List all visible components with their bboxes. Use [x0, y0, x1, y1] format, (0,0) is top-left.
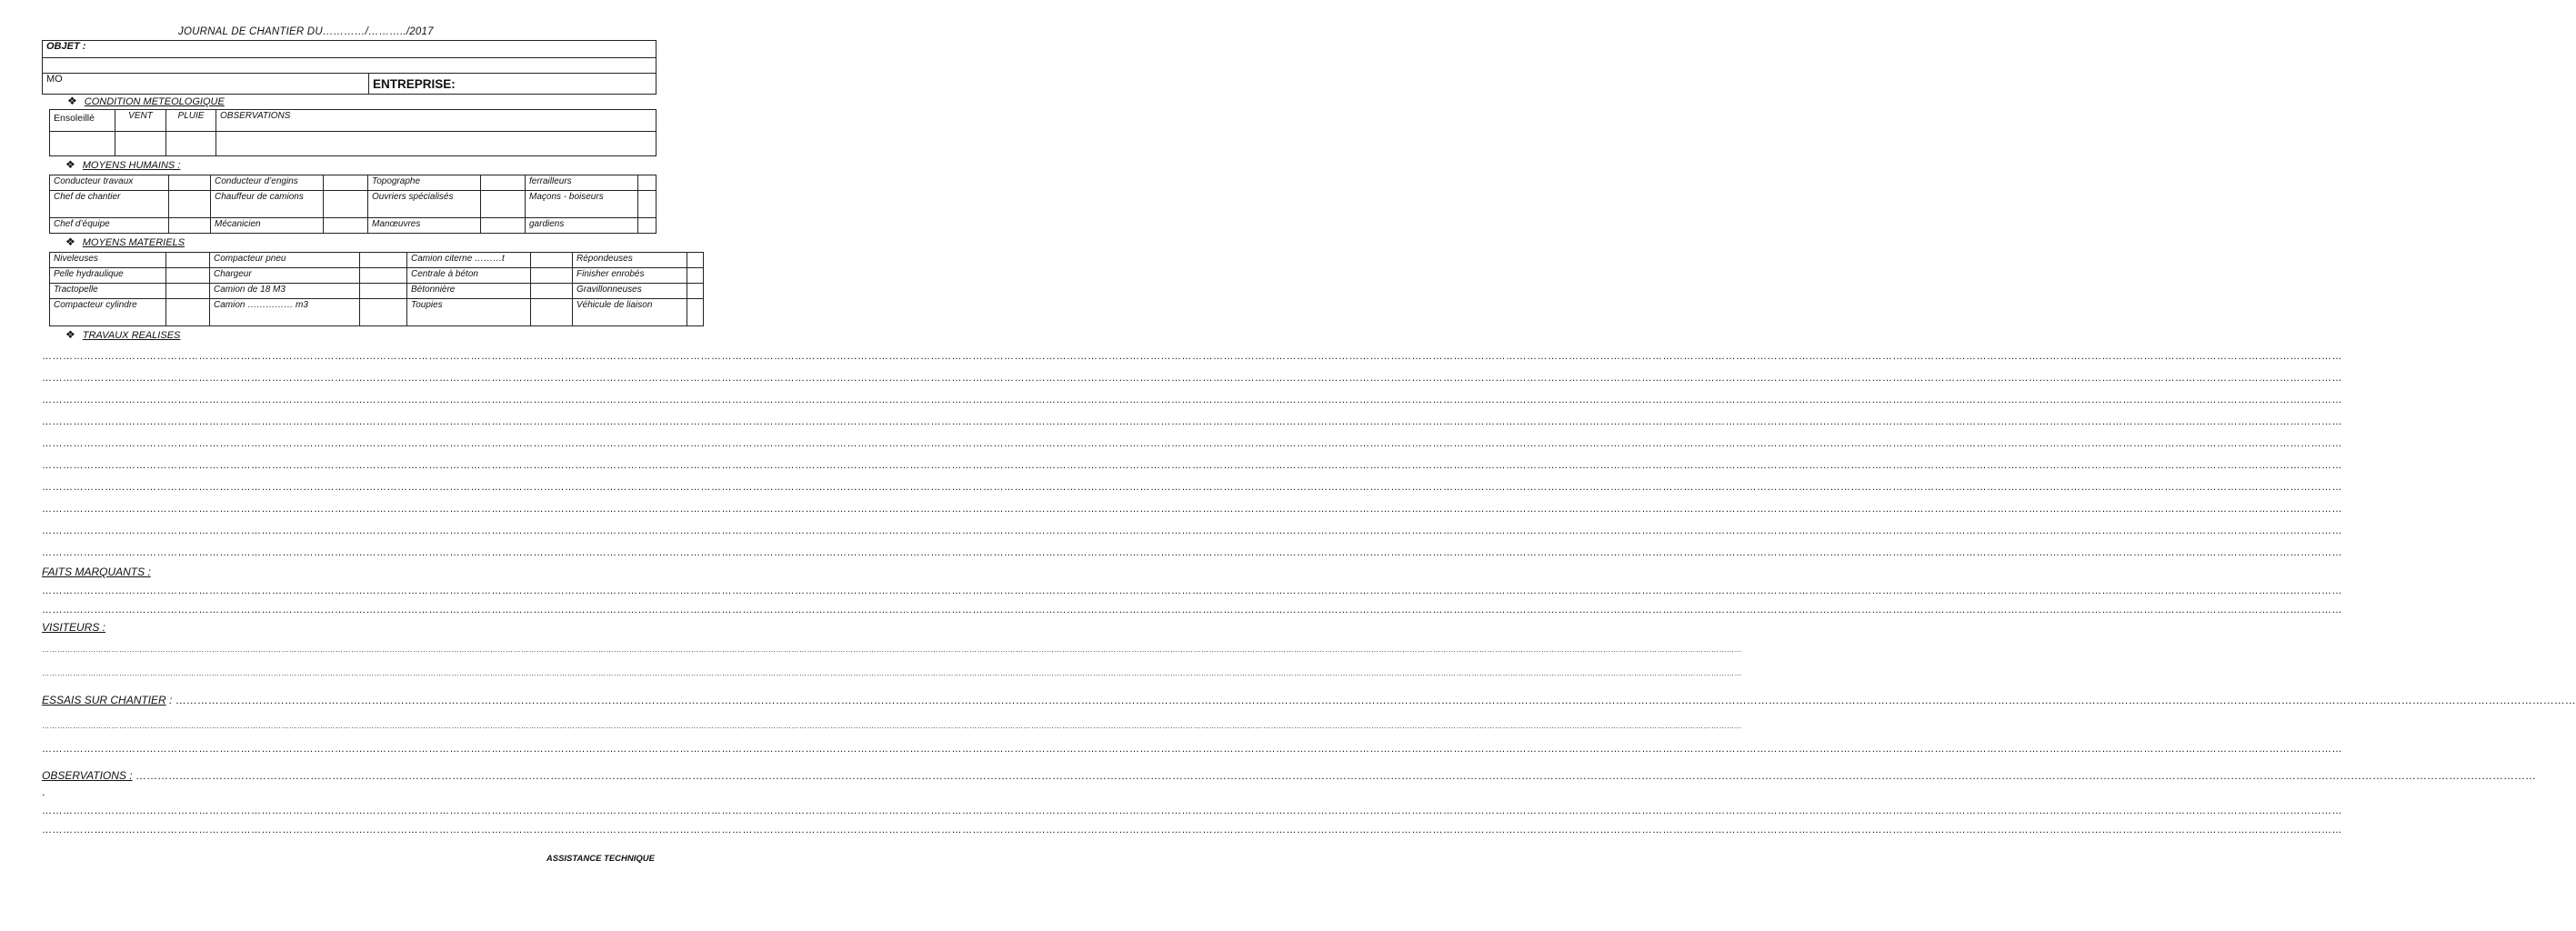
humains-label: Mécanicien	[211, 218, 324, 234]
materiels-label: Niveleuses	[50, 253, 166, 268]
humains-label: Maçons - boiseurs	[526, 191, 638, 218]
travaux-line[interactable]: …………………………………………………………………………………………………………………………………………………………………………………………………………………………………………………………………………………………………………………………………………………………………………………………………………………………………………………………………………………………………………………………………………………………………………………………………………	[42, 438, 2342, 449]
observations-line[interactable]: …………………………………………………………………………………………………………………………………………………………………………………………………………………………………………………………………………………………………………………………………………………………………………………………………………………………………………………………………………………………………………………………………………………………………………………………………………	[42, 825, 2342, 836]
section-humains-title: ❖ MOYENS HUMAINS :	[65, 158, 181, 171]
faits-line[interactable]: …………………………………………………………………………………………………………………………………………………………………………………………………………………………………………………………………………………………………………………………………………………………………………………………………………………………………………………………………………………………………………………………………………………………………………………………………………	[42, 605, 2342, 616]
header-table	[42, 40, 657, 95]
materiels-label: Centrale à béton	[407, 268, 531, 284]
humains-count-cell[interactable]	[481, 175, 526, 191]
materiels-count-cell[interactable]	[687, 284, 704, 299]
observations-dot: .	[42, 786, 45, 798]
visiteurs-line[interactable]: …………………………………………………………………………………………………………………………………………………………………………………………………………………………………………………………………………………………………………………………………………………………………………………………………………………………………………………………………………………………………………………………………………………………………………………………………………	[42, 669, 1742, 677]
materiels-label: Répondeuses	[573, 253, 687, 268]
observations-label: OBSERVATIONS :	[42, 769, 133, 782]
meteo-col-pluie: PLUIE	[166, 110, 216, 132]
materiels-count-cell[interactable]	[166, 253, 210, 268]
materiels-count-cell[interactable]	[360, 299, 407, 326]
materiels-label: Camion …………… m3	[210, 299, 360, 326]
humains-label: Chef d’équipe	[50, 218, 169, 234]
entreprise-label: ENTREPRISE:	[373, 76, 456, 91]
humains-count-cell[interactable]	[169, 175, 211, 191]
materiels-count-cell[interactable]	[687, 268, 704, 284]
travaux-line[interactable]: …………………………………………………………………………………………………………………………………………………………………………………………………………………………………………………………………………………………………………………………………………………………………………………………………………………………………………………………………………………………………………………………………………………………………………………………………………	[42, 504, 2342, 515]
faits-marquants-label: FAITS MARQUANTS :	[42, 566, 151, 578]
humains-label: Manœuvres	[368, 218, 481, 234]
section-travaux-title: ❖ TRAVAUX REALISES	[65, 328, 181, 341]
travaux-line[interactable]: …………………………………………………………………………………………………………………………………………………………………………………………………………………………………………………………………………………………………………………………………………………………………………………………………………………………………………………………………………………………………………………………………………………………………………………………………………	[42, 351, 2342, 362]
materiels-count-cell[interactable]	[531, 268, 573, 284]
diamond-bullet-icon: ❖	[65, 158, 75, 171]
materiels-count-cell[interactable]	[166, 284, 210, 299]
footer-assistance-technique: ASSISTANCE TECHNIQUE	[546, 854, 655, 864]
materiels-count-cell[interactable]	[166, 268, 210, 284]
materiels-label: Tractopelle	[50, 284, 166, 299]
materiels-count-cell[interactable]	[360, 284, 407, 299]
humains-label: Conducteur travaux	[50, 175, 169, 191]
essais-dots: …………………………………………………………………………………………………………………………………………………………………………………………………………………………………………………………………………………………………………………………………………………………………………………………………………………………………………………………………………………………………………………………………………………………………………………………………………	[175, 694, 2576, 706]
materiels-count-cell[interactable]	[687, 299, 704, 326]
travaux-line[interactable]: …………………………………………………………………………………………………………………………………………………………………………………………………………………………………………………………………………………………………………………………………………………………………………………………………………………………………………………………………………………………………………………………………………………………………………………………………………	[42, 395, 2342, 405]
faits-line[interactable]: …………………………………………………………………………………………………………………………………………………………………………………………………………………………………………………………………………………………………………………………………………………………………………………………………………………………………………………………………………………………………………………………………………………………………………………………………………	[42, 586, 2342, 596]
humains-count-cell[interactable]	[324, 175, 368, 191]
observations-line[interactable]: …………………………………………………………………………………………………………………………………………………………………………………………………………………………………………………………………………………………………………………………………………………………………………………………………………………………………………………………………………………………………………………………………………………………………………………………………………	[42, 806, 2342, 816]
meteo-col-vent: VENT	[115, 110, 166, 132]
humains-count-cell[interactable]	[481, 218, 526, 234]
diamond-bullet-icon: ❖	[65, 328, 75, 341]
humains-count-cell[interactable]	[638, 218, 657, 234]
objet-field[interactable]	[43, 41, 657, 58]
humains-label: Ouvriers spécialisés	[368, 191, 481, 218]
humains-count-cell[interactable]	[169, 218, 211, 234]
section-meteo-title: ❖ CONDITION METEOLOGIQUE	[67, 95, 225, 107]
humains-label: Chauffeur de camions	[211, 191, 324, 218]
entreprise-field[interactable]	[369, 74, 657, 95]
diamond-bullet-icon: ❖	[67, 95, 77, 107]
travaux-line[interactable]: …………………………………………………………………………………………………………………………………………………………………………………………………………………………………………………………………………………………………………………………………………………………………………………………………………………………………………………………………………………………………………………………………………………………………………………………………………	[42, 547, 2342, 558]
travaux-line[interactable]: …………………………………………………………………………………………………………………………………………………………………………………………………………………………………………………………………………………………………………………………………………………………………………………………………………………………………………………………………………………………………………………………………………………………………………………………………………	[42, 373, 2342, 384]
materiels-count-cell[interactable]	[531, 284, 573, 299]
humains-count-cell[interactable]	[324, 191, 368, 218]
materiels-count-cell[interactable]	[360, 268, 407, 284]
mo-label: MO	[46, 74, 63, 85]
materiels-count-cell[interactable]	[531, 299, 573, 326]
meteo-col-ensoleille: Ensoleillé	[50, 110, 115, 132]
materiels-count-cell[interactable]	[166, 299, 210, 326]
page-title: JOURNAL DE CHANTIER DU…………/………../2017	[178, 26, 434, 37]
travaux-line[interactable]: …………………………………………………………………………………………………………………………………………………………………………………………………………………………………………………………………………………………………………………………………………………………………………………………………………………………………………………………………………………………………………………………………………………………………………………………………………	[42, 460, 2342, 471]
humains-label: Conducteur d’engins	[211, 175, 324, 191]
humains-count-cell[interactable]	[169, 191, 211, 218]
section-materiels-title: ❖ MOYENS MATERIELS	[65, 235, 185, 248]
meteo-col-observations: OBSERVATIONS	[216, 110, 657, 132]
essais-line[interactable]: …………………………………………………………………………………………………………………………………………………………………………………………………………………………………………………………………………………………………………………………………………………………………………………………………………………………………………………………………………………………………………………………………………………………………………………………………………	[42, 722, 1742, 730]
humains-table	[49, 175, 657, 234]
materiels-label: Compacteur cylindre	[50, 299, 166, 326]
materiels-count-cell[interactable]	[531, 253, 573, 268]
materiels-label: Véhicule de liaison	[573, 299, 687, 326]
humains-label: ferrailleurs	[526, 175, 638, 191]
travaux-line[interactable]: …………………………………………………………………………………………………………………………………………………………………………………………………………………………………………………………………………………………………………………………………………………………………………………………………………………………………………………………………………………………………………………………………………………………………………………………………………	[42, 416, 2342, 427]
materiels-count-cell[interactable]	[687, 253, 704, 268]
humains-count-cell[interactable]	[638, 175, 657, 191]
meteo-observations-cell[interactable]	[216, 132, 657, 156]
observations-dots: …………………………………………………………………………………………………………………………………………………………………………………………………………………………………………………………………………………………………………………………………………………………………………………………………………………………………………………………………………………………………………………………………………………………………………………………………………	[135, 769, 2536, 782]
objet-extra-line[interactable]	[43, 58, 657, 74]
essais-row[interactable]	[42, 694, 2576, 706]
travaux-line[interactable]: …………………………………………………………………………………………………………………………………………………………………………………………………………………………………………………………………………………………………………………………………………………………………………………………………………………………………………………………………………………………………………………………………………………………………………………………………………	[42, 482, 2342, 493]
materiels-table	[49, 252, 704, 326]
essais-line[interactable]: …………………………………………………………………………………………………………………………………………………………………………………………………………………………………………………………………………………………………………………………………………………………………………………………………………………………………………………………………………………………………………………………………………………………………………………………………………	[42, 744, 2342, 755]
essais-suffix: :	[165, 694, 175, 706]
meteo-table	[49, 109, 657, 156]
materiels-label: Camion citerne ………t	[407, 253, 531, 268]
materiels-label: Chargeur	[210, 268, 360, 284]
humains-label: Chef de chantier	[50, 191, 169, 218]
visiteurs-line[interactable]: …………………………………………………………………………………………………………………………………………………………………………………………………………………………………………………………………………………………………………………………………………………………………………………………………………………………………………………………………………………………………………………………………………………………………………………………………………	[42, 646, 1742, 654]
materiels-count-cell[interactable]	[360, 253, 407, 268]
humains-count-cell[interactable]	[481, 191, 526, 218]
observations-row[interactable]	[42, 769, 2536, 782]
travaux-line[interactable]: …………………………………………………………………………………………………………………………………………………………………………………………………………………………………………………………………………………………………………………………………………………………………………………………………………………………………………………………………………………………………………………………………………………………………………………………………………	[42, 526, 2342, 536]
materiels-label: Gravillonneuses	[573, 284, 687, 299]
essais-label: ESSAIS SUR CHANTIER	[42, 694, 166, 706]
objet-label: OBJET :	[46, 41, 86, 52]
humains-count-cell[interactable]	[638, 191, 657, 218]
humains-label: gardiens	[526, 218, 638, 234]
materiels-label: Pelle hydraulique	[50, 268, 166, 284]
materiels-label: Toupies	[407, 299, 531, 326]
meteo-pluie-cell[interactable]	[166, 132, 216, 156]
diamond-bullet-icon: ❖	[65, 235, 75, 248]
meteo-vent-cell[interactable]	[115, 132, 166, 156]
visiteurs-label: VISITEURS :	[42, 621, 106, 634]
mo-field[interactable]	[43, 74, 369, 95]
materiels-label: Bétonnière	[407, 284, 531, 299]
meteo-ensoleille-cell[interactable]	[50, 132, 115, 156]
materiels-label: Finisher enrobés	[573, 268, 687, 284]
materiels-label: Camion de 18 M3	[210, 284, 360, 299]
materiels-label: Compacteur pneu	[210, 253, 360, 268]
humains-label: Topographe	[368, 175, 481, 191]
humains-count-cell[interactable]	[324, 218, 368, 234]
